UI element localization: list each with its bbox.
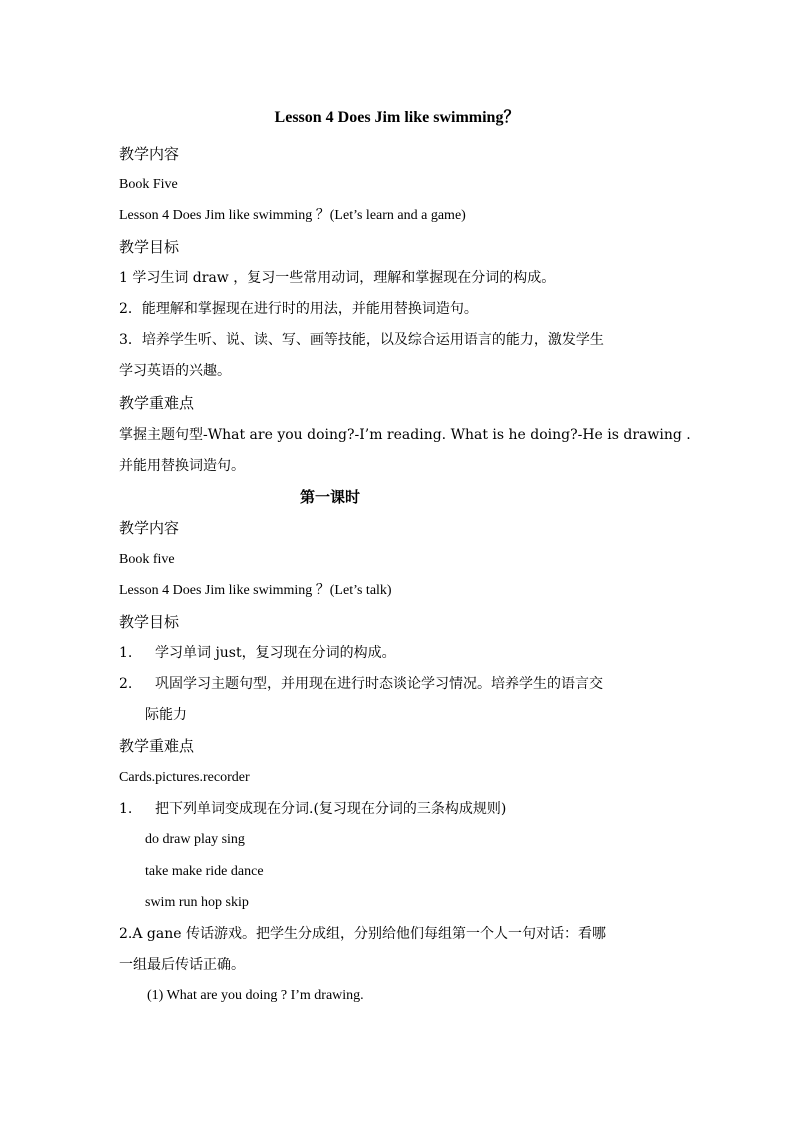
objective-item-2-2-cont: 际能力 [145,707,187,723]
objective-item-1: 1 学习生词 draw ，复习一些常用动词，理解和掌握现在分词的构成。 [119,270,556,286]
key-points-text: 掌握主题句型-What are you doing?-I’m reading. What is he doing?-He is drawing . [119,427,691,443]
objective-item-3-cont: 学习英语的兴趣。 [119,363,231,379]
section-heading-objectives-2: 教学目标 [119,613,180,631]
section-subtitle: 第一课时 [300,488,361,506]
key-points-text-cont: 并能用替换词造句。 [119,458,245,474]
objective-item-3: 3．培养学生听、说、读、写、画等技能，以及综合运用语言的能力，激发学生 [119,332,604,348]
word-row-2: take make ride dance [145,864,264,879]
activity-item-2: 2.A gane 传话游戏。把学生分成组，分别给他们每组第一个人一句对话：看哪 [119,926,606,942]
section-heading-key-points: 教学重难点 [119,394,195,412]
word-row-1: do draw play sing [145,832,245,847]
objective-item-2: 2．能理解和掌握现在进行时的用法，并能用替换词造句。 [119,301,478,317]
lesson-line: Lesson 4 Does Jim like swimming ？(Let’s learn and a game) [119,208,466,223]
list-text: 学习单词 just，复习现在分词的构成。 [155,645,396,661]
list-text: 把下列单词变成现在分词.(复习现在分词的三条构成规则) [155,801,507,817]
activity-item-2-cont: 一组最后传话正确。 [119,957,245,973]
list-number: 1. [119,645,133,661]
section-heading-key-points-2: 教学重难点 [119,737,195,755]
section-heading-content: 教学内容 [119,145,180,163]
objective-item-2-2 [119,674,603,694]
list-number: 2. [119,676,133,692]
book-line-2: Book five [119,552,175,567]
section-heading-content-2: 教学内容 [119,519,180,537]
word-row-3: swim run hop skip [145,895,249,910]
lesson-line-2: Lesson 4 Does Jim like swimming ？(Let’s talk) [119,583,392,598]
activity-item-1 [119,799,506,819]
document-title: Lesson 4 Does Jim like swimming？ [274,109,520,126]
book-line: Book Five [119,177,178,192]
list-text: 巩固学习主题句型，并用现在进行时态谈论学习情况。培养学生的语言交 [155,676,603,692]
materials-line: Cards.pictures.recorder [119,770,250,785]
list-number: 1. [119,801,133,817]
section-heading-objectives: 教学目标 [119,238,180,256]
dialogue-line-1: (1) What are you doing ? I’m drawing. [147,988,364,1003]
objective-item-2-1 [119,643,396,663]
